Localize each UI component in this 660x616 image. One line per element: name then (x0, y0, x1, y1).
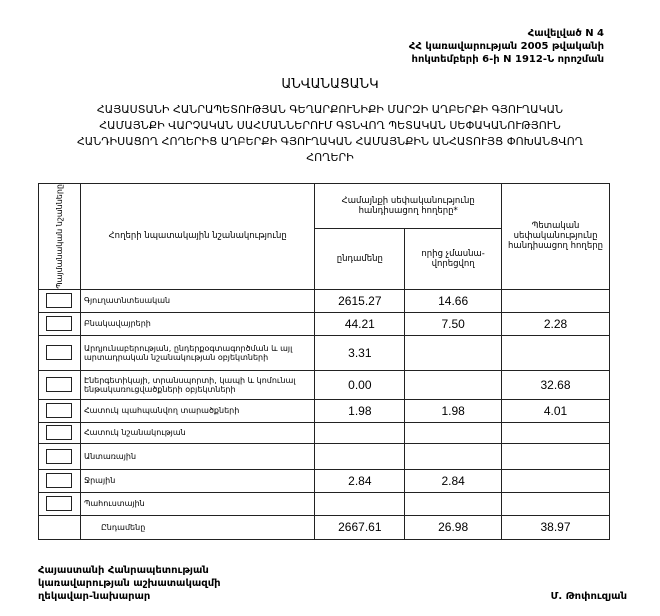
legend-symbol-box (46, 496, 72, 511)
state-cell (502, 469, 610, 492)
purpose-cell: Ջրային (80, 469, 314, 492)
header-unprivatized: որից չմասնա-վորեցվող (405, 228, 502, 289)
header-community: Համայնքի սեփականությունը հանդիսացող հողերը* (315, 184, 502, 229)
symbol-cell (39, 469, 81, 492)
table-row (39, 335, 610, 370)
legend-symbol-box (46, 377, 72, 392)
header-symbols-text: Պայմանական նշանները (54, 184, 64, 289)
purpose-cell: Պահուստային (80, 492, 314, 515)
subtitle-line: ՀՈՂԵՐԻ (306, 151, 354, 164)
table-row (39, 443, 610, 469)
table-row (39, 422, 610, 443)
state-cell (502, 289, 610, 312)
signatory-name: Մ. Թոփուզյան (550, 591, 627, 602)
sum-symbol-cell (39, 515, 81, 539)
unprivatized-cell: 7.50 (405, 312, 502, 335)
land-table (38, 183, 610, 540)
total-cell (315, 422, 405, 443)
subtitle-line: ՀԱՅԱՍՏԱՆԻ ՀԱՆՐԱՊԵՏՈՒԹՅԱՆ ԳԵՂԱՐՔՈՒՆԻՔԻ ՄԱՐԶԻ ԱՂԲԵՐՔԻ ԳՅՈՒՂԱԿԱՆ (96, 103, 564, 116)
purpose-cell: Հատուկ նշանակության (80, 422, 314, 443)
total-cell: 0.00 (315, 370, 405, 399)
table-row (39, 312, 610, 335)
legend-symbol-box (46, 449, 72, 464)
purpose-cell: Արդյունաբերության, ընդերքօգտագործման և այլ արտադրական նշանակության օբյեկտների (80, 335, 314, 370)
table-row (39, 370, 610, 399)
legend-symbol-box (46, 316, 72, 331)
subtitle-line: ՀԱՄԱՅՆՔԻ ՎԱՐՉԱԿԱՆ ՍԱՀՄԱՆՆԵՐՈՒՄ ԳՏՆՎՈՂ ՊԵՏԱԿԱՆ ՍԵՓԱԿԱՆՈՒԹՅՈՒՆ (99, 119, 561, 132)
sum-row (39, 515, 610, 539)
table-row (39, 492, 610, 515)
symbol-cell (39, 443, 81, 469)
legend-symbol-box (46, 425, 72, 440)
header-purpose: Հողերի նպատակային նշանակությունը (80, 184, 314, 290)
state-cell (502, 492, 610, 515)
symbol-cell (39, 492, 81, 515)
total-cell: 44.21 (315, 312, 405, 335)
total-cell: 2.84 (315, 469, 405, 492)
unprivatized-cell (405, 335, 502, 370)
unprivatized-cell (405, 370, 502, 399)
document-heading: ԱՆՎԱՆԱՑԱՆԿ (281, 77, 379, 92)
purpose-cell: Էներգետիկայի, տրանսպորտի, կապի և կոմունալ ենթակառուցվածքների օբյեկտների (80, 370, 314, 399)
total-cell (315, 492, 405, 515)
symbol-cell (39, 370, 81, 399)
signatory-line: ղեկավար-նախարար (38, 591, 151, 602)
purpose-cell: Հատուկ պահպանվող տարածքների (80, 399, 314, 422)
table-row (39, 469, 610, 492)
signatory-line: Հայաստանի Հանրապետության (38, 565, 209, 576)
document-subtitle (0, 102, 660, 166)
signatory-title (38, 564, 221, 603)
annex-decree-line: ՀՀ կառավարության 2005 թվականի (408, 41, 604, 52)
annex-decree-date: հոկտեմբերի 6-ի N 1912-Ն որոշման (411, 54, 604, 65)
purpose-cell: Գյուղատնտեսական (80, 289, 314, 312)
total-cell: 2615.27 (315, 289, 405, 312)
table-row (39, 399, 610, 422)
state-cell: 32.68 (502, 370, 610, 399)
total-cell (315, 443, 405, 469)
unprivatized-cell (405, 492, 502, 515)
sum-state: 38.97 (502, 515, 610, 539)
purpose-cell: Բնակավայրերի (80, 312, 314, 335)
sum-unprivatized: 26.98 (405, 515, 502, 539)
unprivatized-cell (405, 443, 502, 469)
annex-number: Հավելված N 4 (527, 28, 604, 39)
unprivatized-cell: 2.84 (405, 469, 502, 492)
state-cell (502, 422, 610, 443)
unprivatized-cell: 1.98 (405, 399, 502, 422)
header-state: Պետական սեփականությունը հանդիսացող հողերը (502, 184, 610, 290)
state-cell (502, 335, 610, 370)
annex-reference (409, 27, 604, 66)
unprivatized-cell (405, 422, 502, 443)
subtitle-line: ՀԱՆԴԻՍԱՑՈՂ ՀՈՂԵՐԻՑ ԱՂԲԵՐՔԻ ԳՅՈՒՂԱԿԱՆ ՀԱՄԱՅՆՔԻՆ ԱՆՀԱՏՈՒՅՑ ՓՈԽԱՆՑՎՈՂ (76, 135, 584, 148)
table-row (39, 289, 610, 312)
legend-symbol-box (46, 473, 72, 488)
sum-total: 2667.61 (315, 515, 405, 539)
state-cell (502, 443, 610, 469)
total-cell: 1.98 (315, 399, 405, 422)
unprivatized-cell: 14.66 (405, 289, 502, 312)
header-total: ընդամենը (315, 228, 405, 289)
symbol-cell (39, 312, 81, 335)
legend-symbol-box (46, 293, 72, 308)
legend-symbol-box (46, 403, 72, 418)
total-cell: 3.31 (315, 335, 405, 370)
symbol-cell (39, 289, 81, 312)
symbol-cell (39, 422, 81, 443)
sum-label: Ընդամենը (80, 515, 314, 539)
signatory-line: կառավարության աշխատակազմի (38, 578, 221, 589)
symbol-cell (39, 335, 81, 370)
symbol-cell (39, 399, 81, 422)
header-symbols (39, 184, 81, 290)
purpose-cell: Անտառային (80, 443, 314, 469)
state-cell: 4.01 (502, 399, 610, 422)
legend-symbol-box (46, 345, 72, 360)
state-cell: 2.28 (502, 312, 610, 335)
